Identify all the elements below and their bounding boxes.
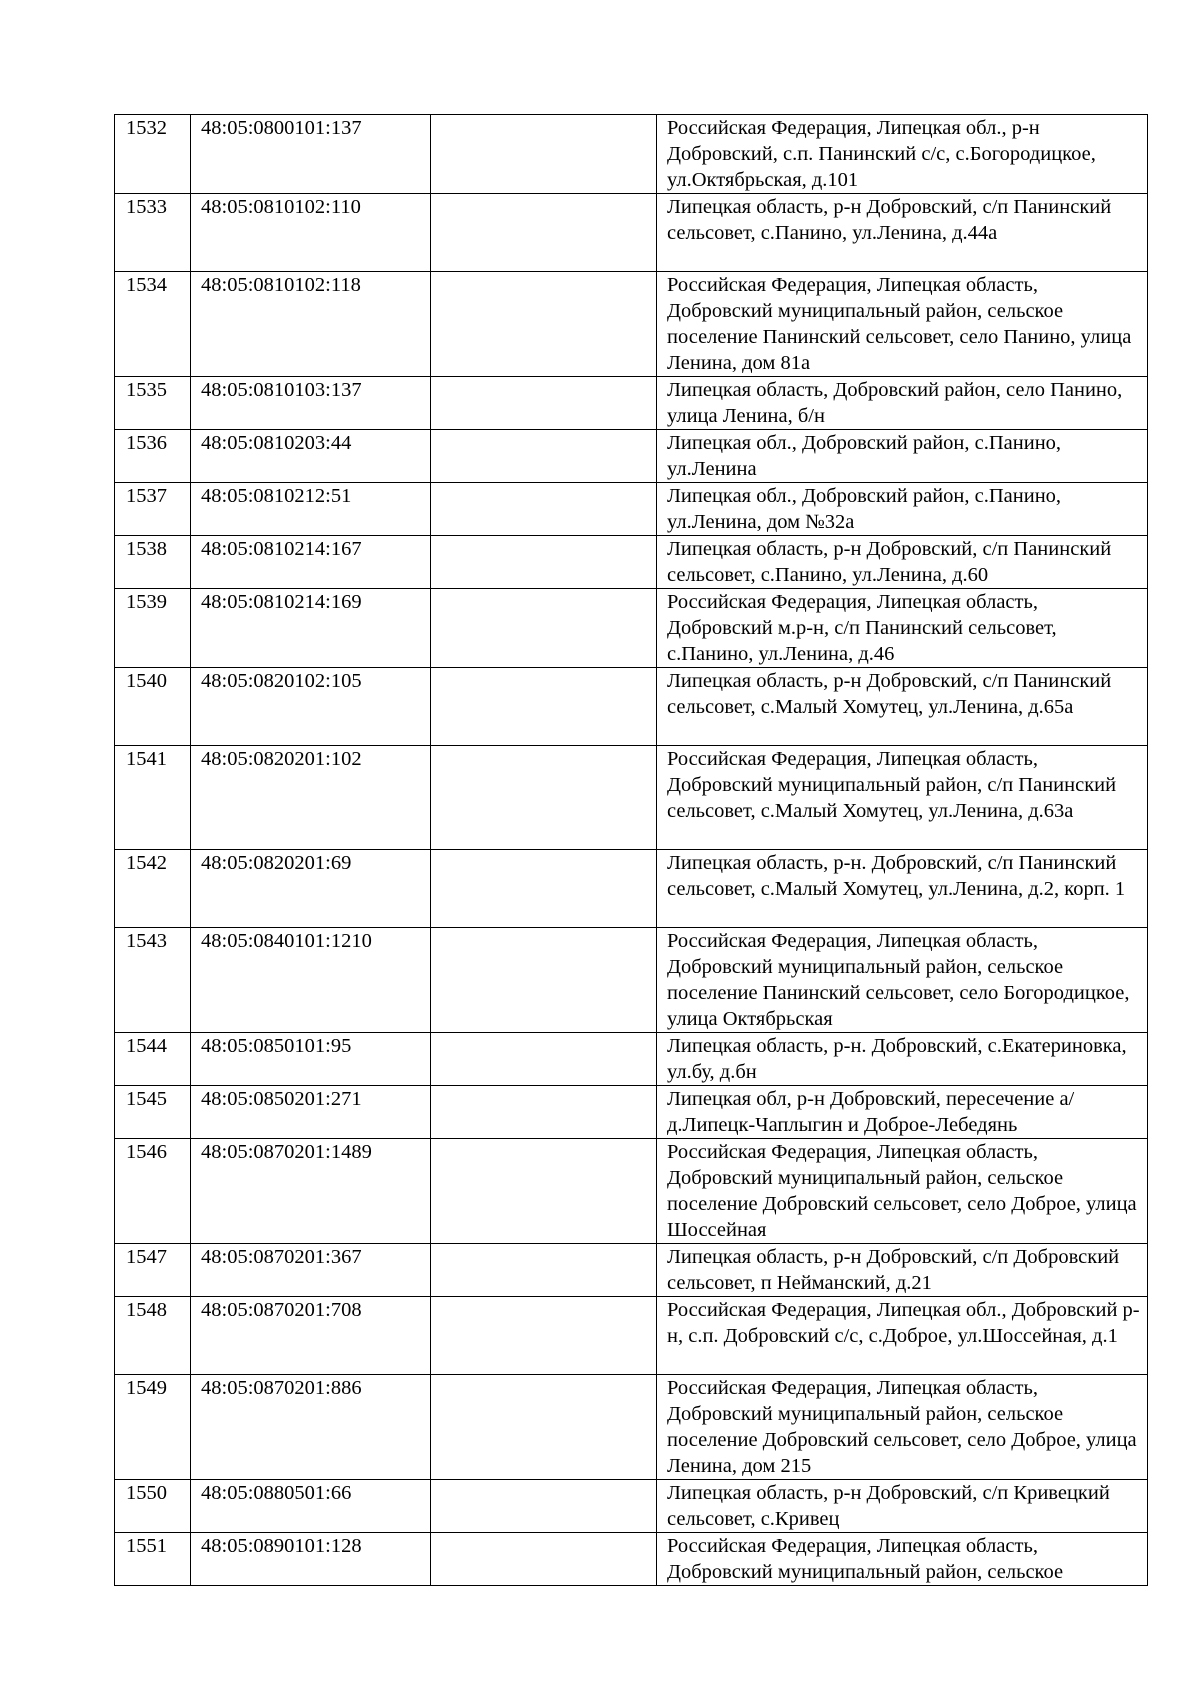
address-cell: Липецкая область, р-н. Добровский, с.Екатериновка, ул.бу, д.бн (657, 1033, 1148, 1086)
row-number-cell: 1536 (115, 430, 191, 483)
empty-cell (431, 430, 657, 483)
empty-cell (431, 1139, 657, 1244)
table-row (115, 194, 1148, 272)
cadastral-number-cell: 48:05:0870201:367 (191, 1244, 431, 1297)
cadastral-number-cell: 48:05:0810214:169 (191, 589, 431, 668)
cadastral-number-cell: 48:05:0850201:271 (191, 1086, 431, 1139)
row-number-cell: 1548 (115, 1297, 191, 1375)
address-cell: Российская Федерация, Липецкая область, Добровский муниципальный район, сельское поселение Панинский сельсовет, село Богородицкое, улица Октябрьская (657, 928, 1148, 1033)
address-cell: Липецкая область, р-н Добровский, с/п Панинский сельсовет, с.Панино, ул.Ленина, д.60 (657, 536, 1148, 589)
empty-cell (431, 272, 657, 377)
row-number-cell: 1534 (115, 272, 191, 377)
address-cell: Липецкая область, р-н Добровский, с/п Панинский сельсовет, с.Малый Хомутец, ул.Ленина, д.65а (657, 668, 1148, 746)
row-number-cell: 1532 (115, 115, 191, 194)
table-row (115, 430, 1148, 483)
cadastral-number-cell: 48:05:0870201:886 (191, 1375, 431, 1480)
table-row (115, 536, 1148, 589)
table-row (115, 928, 1148, 1033)
address-cell: Российская Федерация, Липецкая обл., р-н Добровский, с.п. Панинский с/с, с.Богородицкое, ул.Октябрьская, д.101 (657, 115, 1148, 194)
address-cell: Липецкая обл, р-н Добровский, пересечение а/д.Липецк-Чаплыгин и Доброе-Лебедянь (657, 1086, 1148, 1139)
cadastral-number-cell: 48:05:0820102:105 (191, 668, 431, 746)
address-cell: Липецкая область, Добровский район, село Панино, улица Ленина, б/н (657, 377, 1148, 430)
table-row (115, 272, 1148, 377)
address-cell: Липецкая область, р-н Добровский, с/п Добровский сельсовет, п Нейманский, д.21 (657, 1244, 1148, 1297)
empty-cell (431, 1297, 657, 1375)
address-cell: Липецкая обл., Добровский район, с.Панино, ул.Ленина, дом №32а (657, 483, 1148, 536)
empty-cell (431, 1086, 657, 1139)
row-number-cell: 1541 (115, 746, 191, 850)
row-number-cell: 1545 (115, 1086, 191, 1139)
row-number-cell: 1533 (115, 194, 191, 272)
row-number-cell: 1542 (115, 850, 191, 928)
address-cell: Липецкая область, р-н Добровский, с/п Панинский сельсовет, с.Панино, ул.Ленина, д.44а (657, 194, 1148, 272)
cadastral-number-cell: 48:05:0810102:118 (191, 272, 431, 377)
empty-cell (431, 850, 657, 928)
empty-cell (431, 1480, 657, 1533)
empty-cell (431, 1033, 657, 1086)
cadastral-number-cell: 48:05:0850101:95 (191, 1033, 431, 1086)
cadastral-number-cell: 48:05:0800101:137 (191, 115, 431, 194)
table-row (115, 668, 1148, 746)
row-number-cell: 1547 (115, 1244, 191, 1297)
row-number-cell: 1550 (115, 1480, 191, 1533)
address-cell: Липецкая обл., Добровский район, с.Панино, ул.Ленина (657, 430, 1148, 483)
row-number-cell: 1539 (115, 589, 191, 668)
table-row (115, 1375, 1148, 1480)
cadastral-number-cell: 48:05:0810212:51 (191, 483, 431, 536)
table-row (115, 1139, 1148, 1244)
table-row (115, 589, 1148, 668)
empty-cell (431, 589, 657, 668)
table-row (115, 1533, 1148, 1586)
empty-cell (431, 928, 657, 1033)
empty-cell (431, 536, 657, 589)
row-number-cell: 1544 (115, 1033, 191, 1086)
address-cell: Липецкая область, р-н Добровский, с/п Кривецкий сельсовет, с.Кривец (657, 1480, 1148, 1533)
empty-cell (431, 668, 657, 746)
empty-cell (431, 483, 657, 536)
row-number-cell: 1551 (115, 1533, 191, 1586)
row-number-cell: 1549 (115, 1375, 191, 1480)
table-row (115, 1297, 1148, 1375)
row-number-cell: 1537 (115, 483, 191, 536)
empty-cell (431, 1375, 657, 1480)
table-row (115, 377, 1148, 430)
empty-cell (431, 194, 657, 272)
empty-cell (431, 377, 657, 430)
address-cell: Российская Федерация, Липецкая область, Добровский м.р-н, с/п Панинский сельсовет, с.Панино, ул.Ленина, д.46 (657, 589, 1148, 668)
empty-cell (431, 746, 657, 850)
cadastral-number-cell: 48:05:0870201:1489 (191, 1139, 431, 1244)
cadastral-number-cell: 48:05:0820201:69 (191, 850, 431, 928)
row-number-cell: 1535 (115, 377, 191, 430)
cadastral-number-cell: 48:05:0810214:167 (191, 536, 431, 589)
registry-table-body (115, 115, 1148, 1586)
row-number-cell: 1546 (115, 1139, 191, 1244)
address-cell: Российская Федерация, Липецкая область, Добровский муниципальный район, сельское поселение Панинский сельсовет, село Панино, улица Ленина, дом 81а (657, 272, 1148, 377)
cadastral-number-cell: 48:05:0810102:110 (191, 194, 431, 272)
cadastral-number-cell: 48:05:0870201:708 (191, 1297, 431, 1375)
cadastral-number-cell: 48:05:0890101:128 (191, 1533, 431, 1586)
table-row (115, 1480, 1148, 1533)
empty-cell (431, 1533, 657, 1586)
address-cell: Российская Федерация, Липецкая область, Добровский муниципальный район, сельское (657, 1533, 1148, 1586)
row-number-cell: 1538 (115, 536, 191, 589)
table-row (115, 115, 1148, 194)
empty-cell (431, 1244, 657, 1297)
cadastral-number-cell: 48:05:0840101:1210 (191, 928, 431, 1033)
address-cell: Российская Федерация, Липецкая обл., Добровский р-н, с.п. Добровский с/с, с.Доброе, ул.Шоссейная, д.1 (657, 1297, 1148, 1375)
cadastral-number-cell: 48:05:0820201:102 (191, 746, 431, 850)
row-number-cell: 1543 (115, 928, 191, 1033)
table-row (115, 1086, 1148, 1139)
registry-table (114, 114, 1148, 1586)
address-cell: Липецкая область, р-н. Добровский, с/п Панинский сельсовет, с.Малый Хомутец, ул.Ленина, д.2, корп. 1 (657, 850, 1148, 928)
address-cell: Российская Федерация, Липецкая область, Добровский муниципальный район, с/п Панинский сельсовет, с.Малый Хомутец, ул.Ленина, д.63а (657, 746, 1148, 850)
cadastral-number-cell: 48:05:0880501:66 (191, 1480, 431, 1533)
table-row (115, 483, 1148, 536)
table-row (115, 1244, 1148, 1297)
address-cell: Российская Федерация, Липецкая область, Добровский муниципальный район, сельское поселение Добровский сельсовет, село Доброе, улица Шоссейная (657, 1139, 1148, 1244)
table-row (115, 1033, 1148, 1086)
row-number-cell: 1540 (115, 668, 191, 746)
table-row (115, 746, 1148, 850)
table-row (115, 850, 1148, 928)
cadastral-number-cell: 48:05:0810203:44 (191, 430, 431, 483)
cadastral-number-cell: 48:05:0810103:137 (191, 377, 431, 430)
empty-cell (431, 115, 657, 194)
address-cell: Российская Федерация, Липецкая область, Добровский муниципальный район, сельское поселение Добровский сельсовет, село Доброе, улица Ленина, дом 215 (657, 1375, 1148, 1480)
